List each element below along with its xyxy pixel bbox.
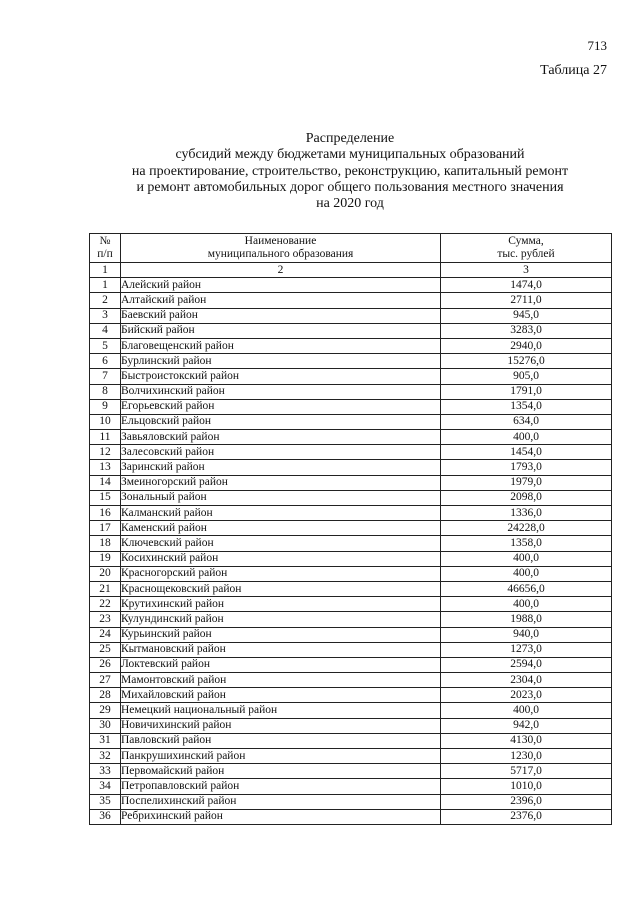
row-amount: 1793,0 [441, 460, 612, 475]
row-amount: 2376,0 [441, 809, 612, 824]
table-row [90, 536, 612, 551]
row-municipality-name: Бийский район [121, 323, 441, 338]
row-number: 13 [90, 460, 121, 475]
row-amount: 1230,0 [441, 749, 612, 764]
row-amount: 15276,0 [441, 354, 612, 369]
row-number: 8 [90, 384, 121, 399]
row-amount: 905,0 [441, 369, 612, 384]
table-label: Таблица 27 [540, 63, 607, 78]
row-number: 20 [90, 566, 121, 581]
subsidy-table [89, 233, 612, 825]
row-municipality-name: Завьяловский район [121, 430, 441, 445]
table-row [90, 399, 612, 414]
row-municipality-name: Ключевский район [121, 536, 441, 551]
header-num-line2: п/п [97, 248, 113, 260]
row-amount: 2304,0 [441, 673, 612, 688]
row-amount: 2023,0 [441, 688, 612, 703]
table-row [90, 733, 612, 748]
row-amount: 46656,0 [441, 581, 612, 596]
row-amount: 1988,0 [441, 612, 612, 627]
table-header-row [90, 234, 612, 263]
header-sum [441, 234, 612, 263]
row-number: 30 [90, 718, 121, 733]
row-municipality-name: Залесовский район [121, 445, 441, 460]
table-row [90, 430, 612, 445]
table-row [90, 657, 612, 672]
row-number: 32 [90, 749, 121, 764]
row-municipality-name: Зональный район [121, 490, 441, 505]
row-municipality-name: Быстроистокский район [121, 369, 441, 384]
table-row [90, 414, 612, 429]
row-number: 10 [90, 414, 121, 429]
row-number: 5 [90, 338, 121, 353]
row-number: 26 [90, 657, 121, 672]
row-number: 11 [90, 430, 121, 445]
row-municipality-name: Кытмановский район [121, 642, 441, 657]
row-amount: 5717,0 [441, 764, 612, 779]
row-number: 6 [90, 354, 121, 369]
row-number: 23 [90, 612, 121, 627]
heading-line: на 2020 год [316, 196, 384, 212]
row-amount: 4130,0 [441, 733, 612, 748]
header-num-line1: № [99, 235, 111, 247]
table-row [90, 718, 612, 733]
row-number: 9 [90, 399, 121, 414]
table-row [90, 642, 612, 657]
table-row [90, 566, 612, 581]
header-name-line2: муниципального образования [207, 248, 354, 260]
table-row [90, 278, 612, 293]
row-municipality-name: Баевский район [121, 308, 441, 323]
row-municipality-name: Ребрихинский район [121, 809, 441, 824]
row-municipality-name: Калманский район [121, 506, 441, 521]
row-amount: 1010,0 [441, 779, 612, 794]
row-municipality-name: Каменский район [121, 521, 441, 536]
table-row [90, 764, 612, 779]
row-amount: 942,0 [441, 718, 612, 733]
header-name [121, 234, 441, 263]
row-amount: 1336,0 [441, 506, 612, 521]
column-index: 2 [121, 263, 441, 278]
row-amount: 1354,0 [441, 399, 612, 414]
row-number: 3 [90, 308, 121, 323]
row-number: 27 [90, 673, 121, 688]
row-municipality-name: Мамонтовский район [121, 673, 441, 688]
document-heading [0, 131, 640, 212]
row-number: 28 [90, 688, 121, 703]
table-row [90, 490, 612, 505]
row-municipality-name: Бурлинский район [121, 354, 441, 369]
table-row [90, 521, 612, 536]
row-number: 21 [90, 581, 121, 596]
row-number: 36 [90, 809, 121, 824]
row-amount: 3283,0 [441, 323, 612, 338]
row-amount: 1454,0 [441, 445, 612, 460]
table-row [90, 308, 612, 323]
row-municipality-name: Алейский район [121, 278, 441, 293]
row-amount: 400,0 [441, 430, 612, 445]
row-amount: 945,0 [441, 308, 612, 323]
row-amount: 400,0 [441, 703, 612, 718]
row-amount: 2396,0 [441, 794, 612, 809]
table-row [90, 369, 612, 384]
row-municipality-name: Благовещенский район [121, 338, 441, 353]
row-amount: 1474,0 [441, 278, 612, 293]
row-municipality-name: Кулундинский район [121, 612, 441, 627]
row-municipality-name: Косихинский район [121, 551, 441, 566]
table-row [90, 354, 612, 369]
row-number: 18 [90, 536, 121, 551]
table-row [90, 794, 612, 809]
table-row [90, 384, 612, 399]
table-row [90, 627, 612, 642]
row-amount: 1979,0 [441, 475, 612, 490]
heading-line: субсидий между бюджетами муниципальных образований [175, 147, 525, 163]
row-amount: 1358,0 [441, 536, 612, 551]
heading-line: на проектирование, строительство, реконструкцию, капитальный ремонт [131, 163, 569, 179]
row-number: 7 [90, 369, 121, 384]
table-row [90, 612, 612, 627]
heading-line: и ремонт автомобильных дорог общего пользования местного значения [136, 179, 564, 195]
table-row [90, 749, 612, 764]
row-amount: 2594,0 [441, 657, 612, 672]
table-row [90, 323, 612, 338]
row-municipality-name: Петропавловский район [121, 779, 441, 794]
row-number: 12 [90, 445, 121, 460]
table-row [90, 688, 612, 703]
row-municipality-name: Крутихинский район [121, 597, 441, 612]
row-number: 34 [90, 779, 121, 794]
row-municipality-name: Змеиногорский район [121, 475, 441, 490]
row-number: 24 [90, 627, 121, 642]
row-municipality-name: Павловский район [121, 733, 441, 748]
table-row [90, 506, 612, 521]
row-municipality-name: Первомайский район [121, 764, 441, 779]
row-municipality-name: Михайловский район [121, 688, 441, 703]
row-number: 25 [90, 642, 121, 657]
row-number: 15 [90, 490, 121, 505]
row-municipality-name: Заринский район [121, 460, 441, 475]
table-row [90, 809, 612, 824]
table-row [90, 779, 612, 794]
column-index-row [90, 263, 612, 278]
heading-line: Распределение [305, 131, 395, 146]
row-municipality-name: Панкрушихинский район [121, 749, 441, 764]
table-row [90, 673, 612, 688]
row-number: 33 [90, 764, 121, 779]
row-amount: 2711,0 [441, 293, 612, 308]
column-index: 1 [90, 263, 121, 278]
row-municipality-name: Ельцовский район [121, 414, 441, 429]
row-municipality-name: Волчихинский район [121, 384, 441, 399]
row-number: 17 [90, 521, 121, 536]
table-row [90, 551, 612, 566]
row-municipality-name: Алтайский район [121, 293, 441, 308]
row-municipality-name: Курьинский район [121, 627, 441, 642]
row-number: 19 [90, 551, 121, 566]
table-row [90, 460, 612, 475]
row-number: 35 [90, 794, 121, 809]
row-number: 29 [90, 703, 121, 718]
row-amount: 634,0 [441, 414, 612, 429]
table-row [90, 703, 612, 718]
row-municipality-name: Поспелихинский район [121, 794, 441, 809]
row-number: 31 [90, 733, 121, 748]
row-amount: 24228,0 [441, 521, 612, 536]
row-number: 1 [90, 278, 121, 293]
table-row [90, 475, 612, 490]
row-municipality-name: Немецкий национальный район [121, 703, 441, 718]
row-amount: 400,0 [441, 566, 612, 581]
table-row [90, 338, 612, 353]
table-row [90, 293, 612, 308]
row-number: 16 [90, 506, 121, 521]
header-sum-line1: Сумма, [508, 235, 544, 247]
row-amount: 2098,0 [441, 490, 612, 505]
header-num [90, 234, 121, 263]
table-row [90, 597, 612, 612]
header-sum-line2: тыс. рублей [497, 248, 555, 260]
row-amount: 1273,0 [441, 642, 612, 657]
row-number: 22 [90, 597, 121, 612]
header-name-line1: Наименование [244, 235, 317, 247]
table-row [90, 445, 612, 460]
row-municipality-name: Новичихинский район [121, 718, 441, 733]
row-municipality-name: Егорьевский район [121, 399, 441, 414]
row-municipality-name: Красногорский район [121, 566, 441, 581]
table-body [90, 278, 612, 825]
row-amount: 940,0 [441, 627, 612, 642]
row-amount: 400,0 [441, 551, 612, 566]
row-number: 2 [90, 293, 121, 308]
row-municipality-name: Краснощековский район [121, 581, 441, 596]
row-amount: 400,0 [441, 597, 612, 612]
row-number: 14 [90, 475, 121, 490]
row-amount: 1791,0 [441, 384, 612, 399]
row-municipality-name: Локтевский район [121, 657, 441, 672]
column-index: 3 [441, 263, 612, 278]
table-row [90, 581, 612, 596]
row-number: 4 [90, 323, 121, 338]
row-amount: 2940,0 [441, 338, 612, 353]
page-number: 713 [587, 38, 607, 53]
